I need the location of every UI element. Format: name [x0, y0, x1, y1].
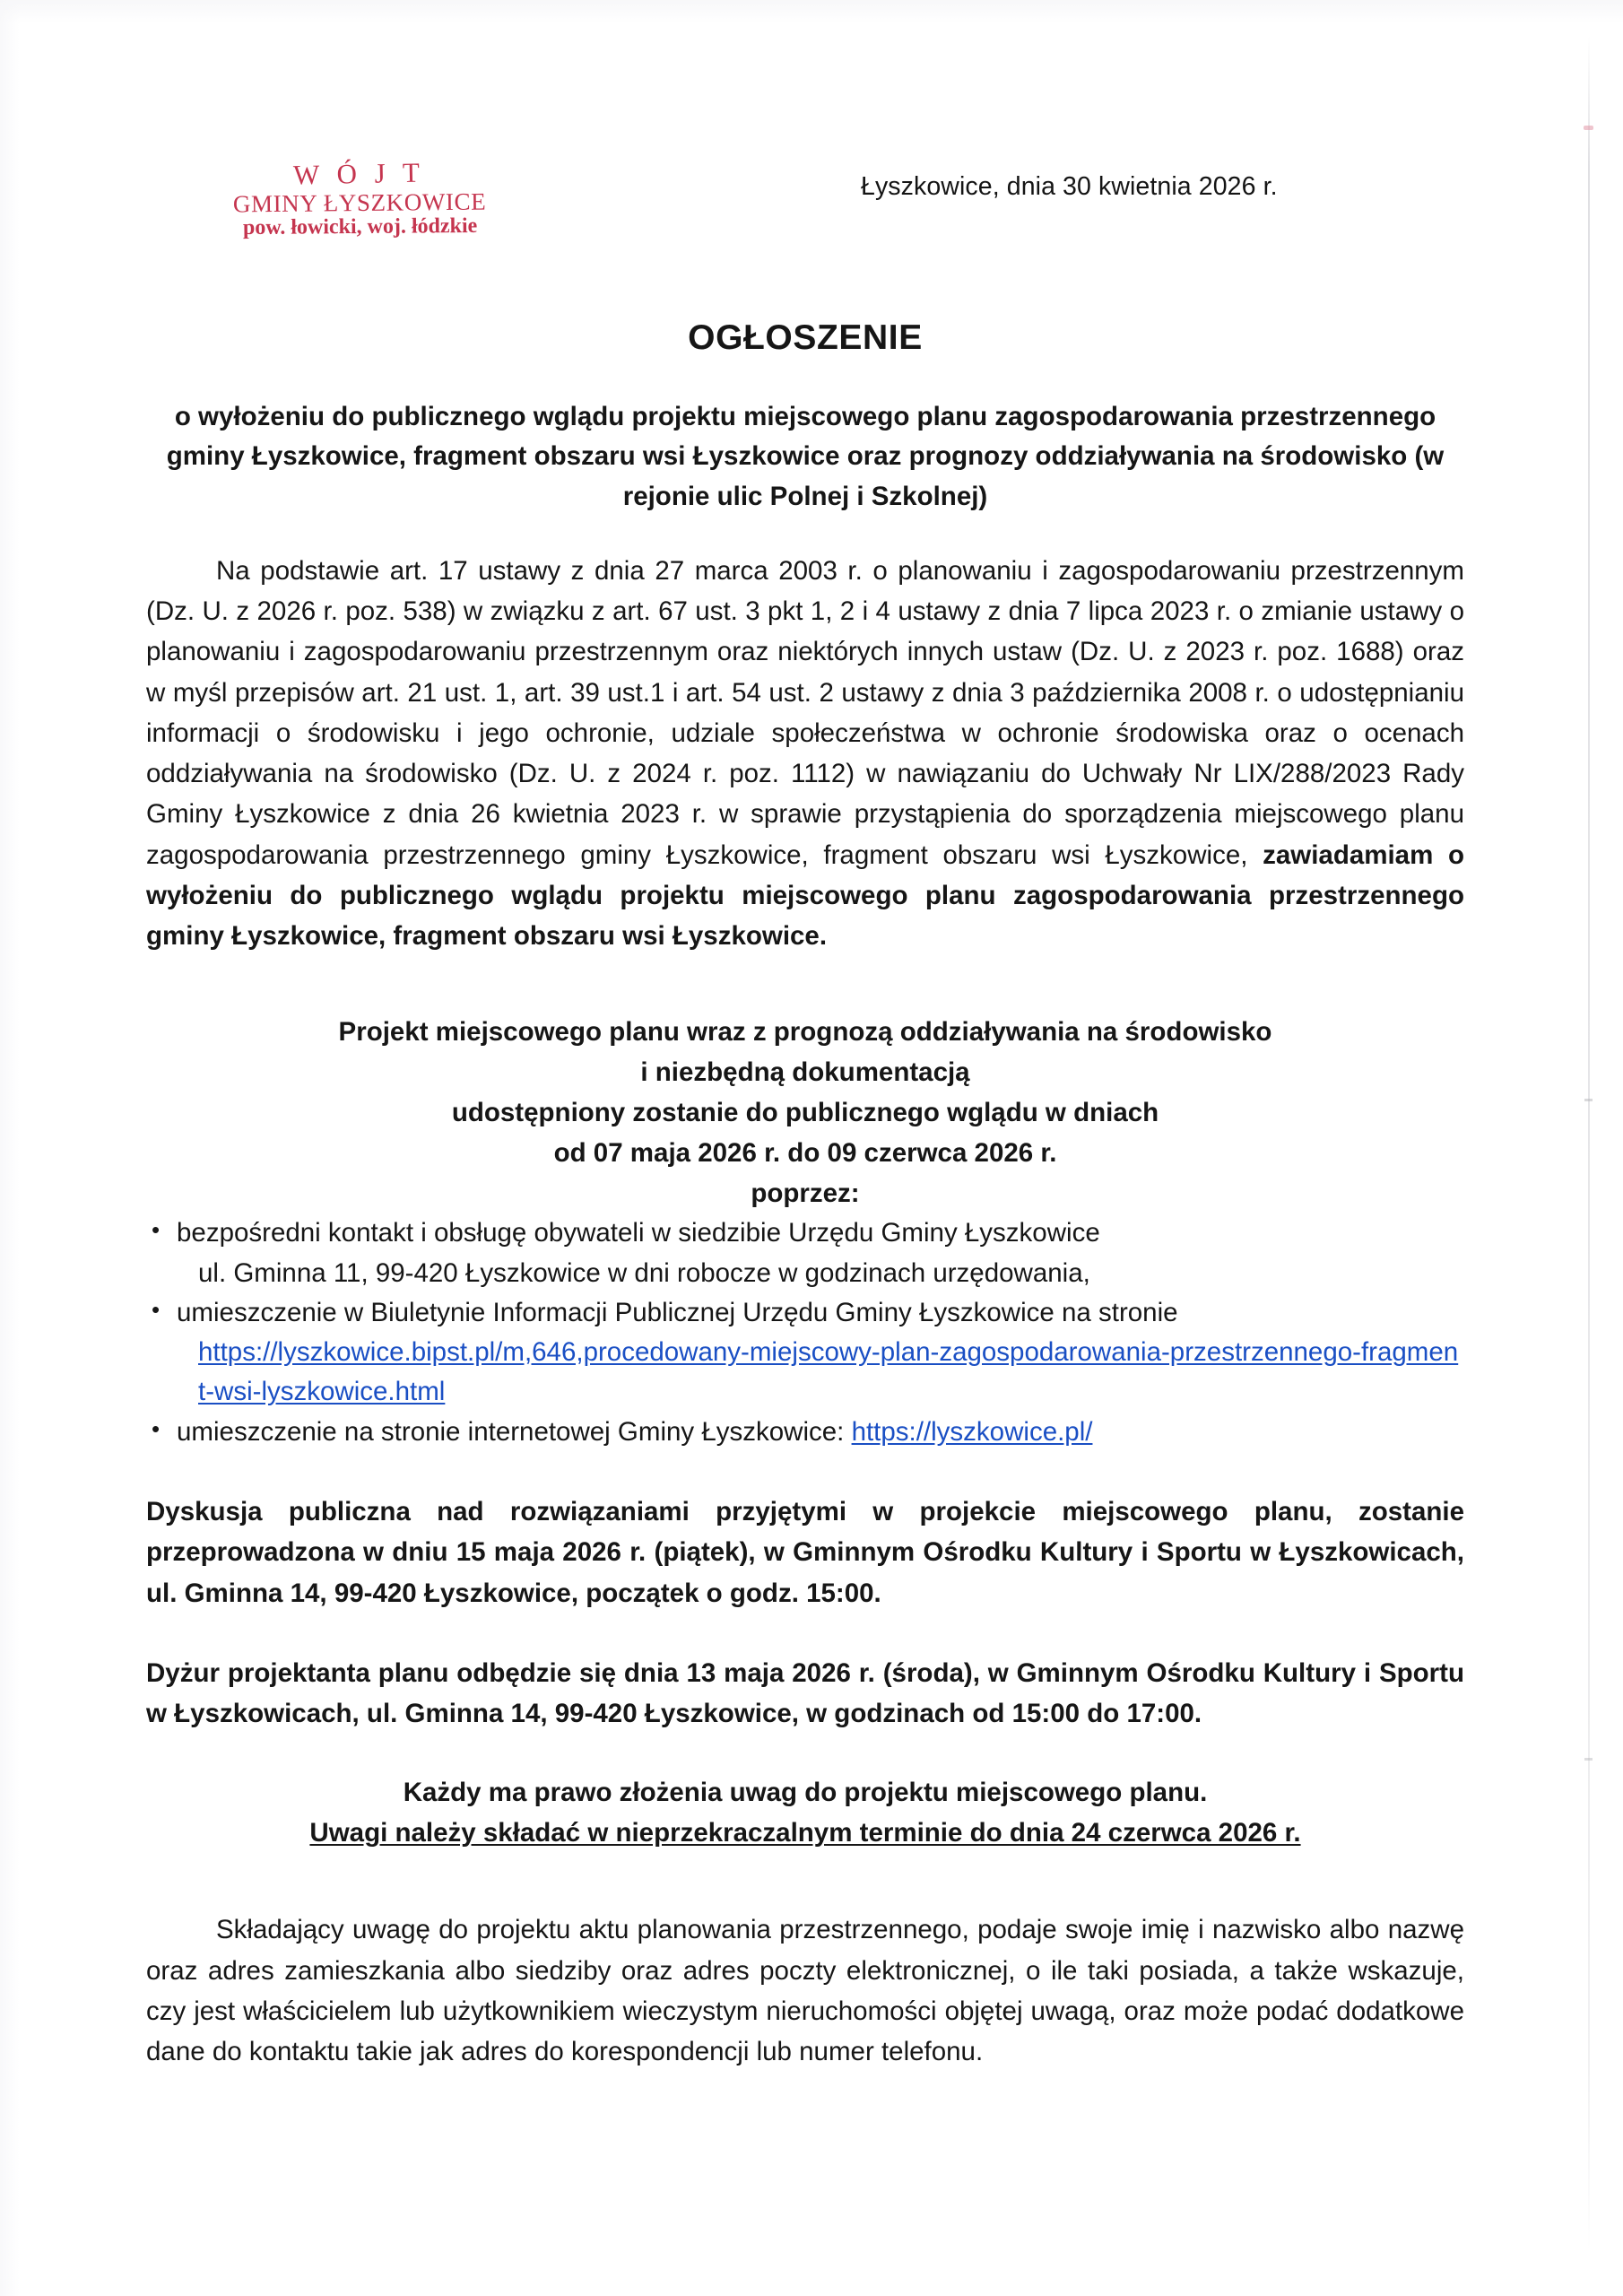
bullet-2-text: umieszczenie w Biuletynie Informacji Publicznej Urzędu Gminy Łyszkowice na stronie — [177, 1297, 1178, 1327]
bullet-1-text: bezpośredni kontakt i obsługę obywateli w siedzibie Urzędu Gminy Łyszkowice — [177, 1218, 1100, 1248]
gmina-website-link[interactable]: https://lyszkowice.pl/ — [851, 1416, 1093, 1447]
stamp-line-wojt: W Ó J T — [292, 156, 426, 191]
availability-line-4: od 07 maja 2026 r. do 09 czerwca 2026 r. — [553, 1137, 1057, 1168]
scan-artifact-speck — [1584, 126, 1593, 130]
availability-line-5: poprzez: — [751, 1178, 860, 1208]
scan-edge-shade-left — [0, 0, 20, 2296]
list-item — [146, 1213, 1464, 1293]
document-header — [0, 156, 1623, 267]
document-body — [146, 318, 1464, 2072]
scan-artifact-tick-upper — [1584, 1099, 1593, 1101]
official-stamp — [193, 156, 526, 242]
legal-basis-text: Na podstawie art. 17 ustawy z dnia 27 marca 2003 r. o planowaniu i zagospodarowaniu przestrzennym (Dz. U. z 2026 r. poz. 538) w związku z art. 67 ust. 3 pkt 1, 2 i 4 ustawy z dnia 7 lipca 2023 r. o zmianie ustawy o planowaniu i zagospodarowaniu przestrzennym oraz niektórych innych ustaw (Dz. U. z 2023 r. poz. 1688) oraz w myśl przepisów art. 21 ust. 1, art. 39 ust.1 i art. 54 ust. 2 ustawy z dnia 3 października 2008 r. o udostępnianiu informacji o środowisku i jego ochronie, udziale społeczeństwa w ochronie środowiska oraz o ocenach oddziaływania na środowisko (Dz. U. z 2024 r. poz. 1112) w nawiązaniu do Uchwały Nr LIX/288/2023 Rady Gminy Łyszkowice z dnia 26 kwietnia 2023 r. w sprawie przystąpienia do sporządzenia miejscowego planu zagospodarowania przestrzennego gminy Łyszkowice, fragment obszaru wsi Łyszkowice, — [146, 555, 1464, 870]
rights-block — [146, 1773, 1464, 1854]
designer-duty-paragraph — [146, 1653, 1464, 1735]
designer-duty-text: Dyżur projektanta planu odbędzie się dnia 13 maja 2026 r. (środa), w Gminnym Ośrodku Kultury i Sportu w Łyszkowicach, ul. Gminna 14, 99-420 Łyszkowice, w godzinach od 15:00 do 17:00. — [146, 1657, 1464, 1729]
bullet-3-prefix: umieszczenie na stronie internetowej Gminy Łyszkowice: — [177, 1416, 852, 1447]
legal-basis-paragraph — [146, 551, 1464, 957]
bip-plan-link[interactable]: https://lyszkowice.bipst.pl/m,646,procedowany-miejscowy-plan-zagospodarowania-przestrzennego-fragment-wsi-lyszkowice.html — [198, 1337, 1459, 1407]
scan-edge-shade-top — [0, 0, 1623, 23]
page-title: OGŁOSZENIE — [688, 318, 923, 357]
scan-artifact-tick-lower — [1584, 1758, 1593, 1761]
scan-artifact-line — [1588, 36, 1590, 2251]
rights-deadline: Uwagi należy składać w nieprzekraczalnym terminie do dnia 24 czerwca 2026 r. — [309, 1818, 1301, 1848]
list-item — [146, 1413, 1464, 1452]
stamp-line-gmina: GMINY ŁYSZKOWICE — [232, 187, 487, 218]
rights-line-1: Każdy ma prawo złożenia uwag do projektu miejscowego planu. — [403, 1778, 1208, 1808]
availability-line-2: i niezbędną dokumentacją — [640, 1057, 970, 1087]
availability-block — [146, 1013, 1464, 1214]
place-and-date: Łyszkowice, dnia 30 kwietnia 2026 r. — [861, 172, 1278, 201]
document-subtitle: o wyłożeniu do publicznego wglądu projektu miejscowego planu zagospodarowania przestrzennego gminy Łyszkowice, fragment obszaru wsi Łyszkowice oraz prognozy oddziaływania na środowisko (w rejonie ulic Polnej i Szkolnej) — [166, 402, 1445, 511]
public-discussion-paragraph — [146, 1492, 1464, 1613]
closing-paragraph: Składający uwagę do projektu aktu planowania przestrzennego, podaje swoje imię i nazwisko albo nazwę oraz adres zamieszkania albo siedziby oraz adres poczty elektronicznej, o ile taki posiada, a także wskazuje, czy jest właścicielem lub użytkownikiem wieczystym nieruchomości objętej uwagą, oraz może podać dodatkowe dane do kontaktu takie jak adres do korespondencji lub numer telefonu. — [146, 1915, 1464, 2067]
availability-line-3: udostępniony zostanie do publicznego wglądu w dniach — [451, 1097, 1159, 1127]
availability-line-1: Projekt miejscowego planu wraz z prognozą oddziaływania na środowisko — [338, 1016, 1272, 1047]
public-discussion-text: Dyskusja publiczna nad rozwiązaniami przyjętymi w projekcie miejscowego planu, zostanie przeprowadzona w dniu 15 maja 2026 r. (piątek), w Gminnym Ośrodku Kultury i Sportu w Łyszkowicach, ul. Gminna 14, 99-420 Łyszkowice, początek o godz. 15:00. — [146, 1496, 1464, 1608]
availability-channels-list — [146, 1213, 1464, 1452]
list-item — [146, 1293, 1464, 1413]
legal-basis-emphasis: zawiadamiam o wyłożeniu do publicznego wglądu projektu miejscowego planu zagospodarowania przestrzennego gminy Łyszkowice, fragment obszaru wsi Łyszkowice. — [146, 839, 1464, 952]
bullet-1-continuation: ul. Gminna 11, 99-420 Łyszkowice w dni robocze w godzinach urzędowania, — [198, 1257, 1090, 1288]
stamp-line-powiat: pow. łowicki, woj. łódzkie — [242, 214, 478, 240]
